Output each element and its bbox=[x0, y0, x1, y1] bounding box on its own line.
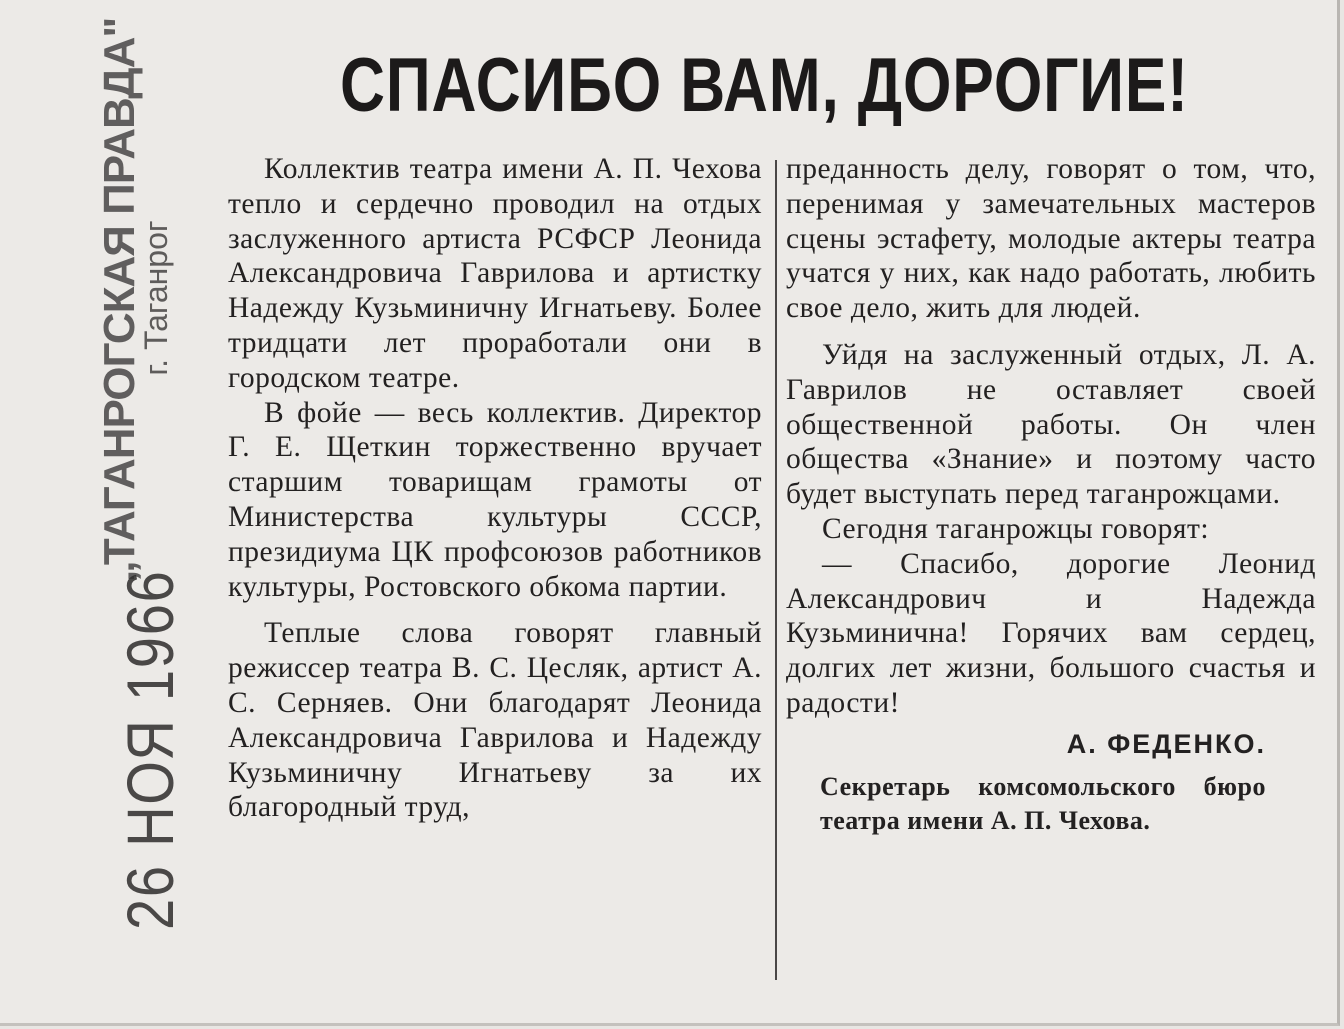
article-left-column bbox=[228, 152, 762, 825]
paragraph: преданность делу, говорят о том, что, перенимая у замечательных мастеров сцены эстафету, молодые актеры театра учатся у них, как надо работать, любить свое дело, жить для людей. bbox=[786, 153, 1316, 325]
paragraph: Коллектив театра имени А. П. Чехова тепло и сердечно проводил на отдых заслуженного артиста РСФСР Леонида Александровича Гаврилова и артистку Надежду Кузьминичну Игнатьеву. Более тридцати лет проработали они в городском театре. bbox=[228, 153, 762, 394]
paragraph: Сегодня таганрожцы говорят: bbox=[822, 512, 1210, 545]
author-signature: А. ФЕДЕНКО. bbox=[1066, 728, 1266, 759]
newspaper-source-stamp: „ТАГАНРОГСКАЯ ПРАВДА" bbox=[95, 17, 144, 583]
paragraph: — Спасибо, дорогие Леонид Александрович и Надежда Кузьминична! Горячих вам сердец, долгих лет жизни, большого счастья и радости! bbox=[786, 547, 1316, 719]
article-headline: СПАСИБО ВАМ, ДОРОГИЕ! bbox=[340, 43, 1189, 128]
article-right-column bbox=[786, 152, 1316, 838]
paragraph: В фойе — весь коллектив. Директор Г. Е. Щеткин торжественно вручает старшим товарищам грамоты от Министерства культуры СССР, президиума ЦК профсоюзов работников культуры, Ростовского обкома партии. bbox=[228, 396, 762, 603]
paragraph: Теплые слова говорят главный режиссер театра В. С. Цесляк, артист А. С. Серняев. Они благодарят Леонида Александровича Гаврилова и Надежду Кузьминичну Игнатьеву за их благородный труд, bbox=[228, 617, 762, 824]
column-divider bbox=[775, 160, 777, 980]
author-role: Секретарь комсомольского бюро театра имени А. П. Чехова. bbox=[820, 771, 1266, 835]
date-stamp: 26 НОЯ 1966 bbox=[113, 569, 187, 930]
city-stamp: г. Таганрог bbox=[138, 220, 174, 376]
paragraph: Уйдя на заслуженный отдых, Л. А. Гаврилов не оставляет своей общественной работы. Он член общества «Знание» и поэтому часто будет выступать перед таганрожцами. bbox=[786, 338, 1316, 511]
